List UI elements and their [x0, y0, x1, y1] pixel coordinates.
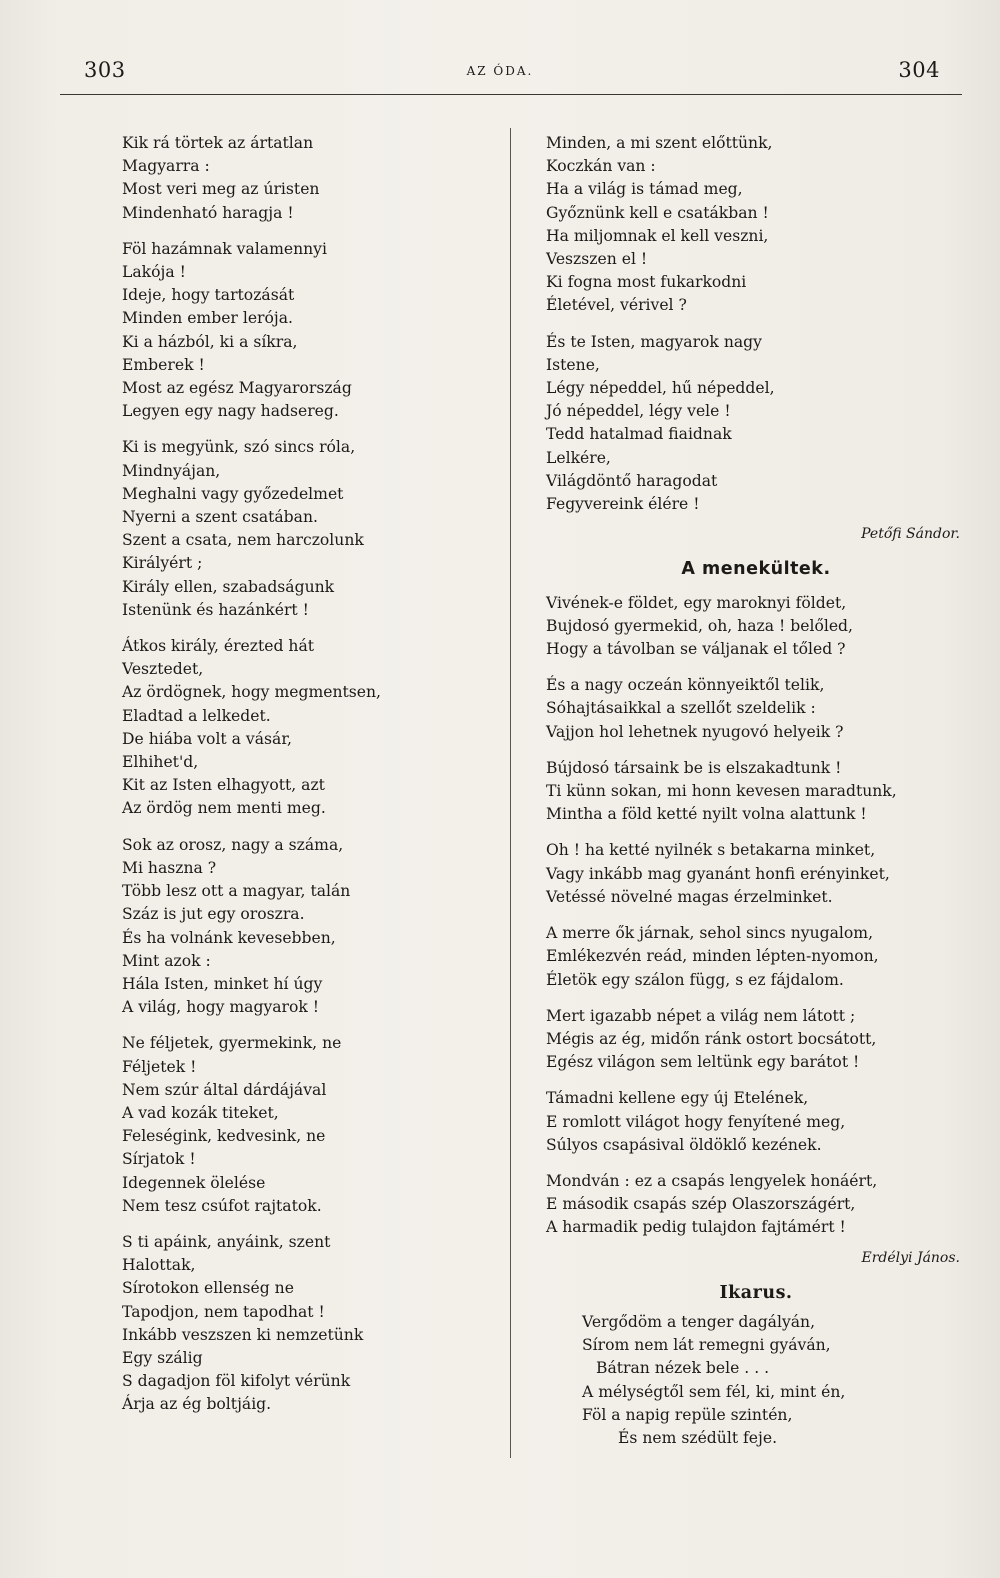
verse-line: Jó népeddel, légy vele ! — [546, 402, 731, 421]
right-column — [546, 132, 966, 1450]
poem-1-stanza — [546, 132, 966, 318]
verse-line: Világdöntő haragodat — [546, 471, 718, 490]
left-column — [122, 132, 502, 1430]
verse-line: Ki fogna most fukarkodni — [546, 273, 747, 292]
poem-2-title: A menekültek. — [681, 559, 831, 580]
poem-1-author: Petőfi Sándor. — [861, 526, 960, 543]
verse-line: Koczkán van : — [546, 157, 656, 176]
column-divider — [510, 128, 511, 1458]
poem-2-stanza — [546, 1170, 966, 1240]
verse-line: Halottak, — [122, 1256, 196, 1275]
verse-line: Legyen egy nagy hadsereg. — [122, 402, 339, 421]
left-stanza — [122, 834, 502, 1020]
poem-2-stanza — [546, 757, 966, 827]
poem-2-text — [546, 592, 966, 1240]
verse-line: Vajjon hol lehetnek nyugovó helyeik ? — [546, 722, 844, 741]
verse-line: E második csapás szép Olaszországért, — [546, 1195, 856, 1214]
verse-line: Az ördög nem menti meg. — [122, 799, 326, 818]
verse-line: Ne féljetek, gyermekink, ne — [122, 1034, 342, 1053]
verse-line: Nyerni a szent csatában. — [122, 508, 318, 527]
poem-2-stanza — [546, 839, 966, 909]
verse-line: Fegyvereink élére ! — [546, 495, 700, 514]
left-stanza — [122, 436, 502, 622]
poem-2-stanza — [546, 1087, 966, 1157]
verse-line: Mi haszna ? — [122, 858, 217, 877]
verse-line: Mégis az ég, midőn ránk ostort bocsátott, — [546, 1029, 877, 1048]
verse-line: Idegennek ölelése — [122, 1173, 266, 1192]
left-stanza — [122, 238, 502, 424]
verse-line: Veszszen el ! — [546, 250, 648, 269]
verse-line: És nem szédült feje. — [618, 1428, 778, 1447]
verse-line: A vad kozák titeket, — [122, 1103, 279, 1122]
verse-line: Tedd hatalmad fiaidnak — [546, 425, 732, 444]
page-number-right: 304 — [898, 58, 940, 82]
verse-line: Sírom nem lát remegni gyáván, — [582, 1336, 831, 1355]
verse-line: Ki is megyünk, szó sincs róla, — [122, 438, 356, 457]
verse-line: A harmadik pedig tulajdon fajtámért ! — [546, 1218, 846, 1237]
verse-line: Lakója ! — [122, 263, 186, 282]
verse-line: Több lesz ott a magyar, talán — [122, 882, 351, 901]
verse-line: Vesztedet, — [122, 660, 204, 679]
poem-2-stanza — [546, 592, 966, 662]
verse-line: És a nagy oczeán könnyeiktől telik, — [546, 676, 825, 695]
poem-2-stanza — [546, 922, 966, 992]
poem-3-text — [546, 1311, 966, 1450]
verse-line: Hála Isten, minket hí úgy — [122, 974, 323, 993]
left-stanza — [122, 132, 502, 225]
verse-line: Bujdosó gyermekid, oh, haza ! belőled, — [546, 616, 853, 635]
verse-line: A mélységtől sem fél, ki, mint én, — [582, 1382, 846, 1401]
verse-line: Az ördögnek, hogy megmentsen, — [122, 683, 381, 702]
poem-2-stanza — [546, 1005, 966, 1075]
verse-line: Királyért ; — [122, 554, 203, 573]
verse-line: Támadni kellene egy új Etelének, — [546, 1089, 809, 1108]
verse-line: Mintha a föld ketté nyilt volna alattunk ! — [546, 805, 867, 824]
verse-line: Mert igazabb népet a világ nem látott ; — [546, 1006, 856, 1025]
verse-line: Légy népeddel, hű népeddel, — [546, 379, 775, 398]
verse-line: Emlékezvén reád, minden lépten-nyomon, — [546, 947, 879, 966]
verse-line: Király ellen, szabadságunk — [122, 577, 335, 596]
poem-2-stanza — [546, 674, 966, 744]
verse-line: És ha volnánk kevesebben, — [122, 928, 336, 947]
verse-line: Vivének-e földet, egy maroknyi földet, — [546, 593, 847, 612]
verse-line: Istene, — [546, 355, 600, 374]
verse-line: Hogy a távolban se váljanak el tőled ? — [546, 640, 846, 659]
verse-line: Sírotokon ellenség ne — [122, 1279, 294, 1298]
verse-line: Sok az orosz, nagy a száma, — [122, 835, 344, 854]
verse-line: És te Isten, magyarok nagy — [546, 332, 762, 351]
verse-line: Ti künn sokan, mi honn kevesen maradtunk, — [546, 782, 897, 801]
verse-line: Oh ! ha ketté nyilnék s betakarna minket, — [546, 841, 876, 860]
verse-line: Eladtad a lelkedet. — [122, 706, 271, 725]
verse-line: Győznünk kell e csatákban ! — [546, 203, 769, 222]
verse-line: Mint azok : — [122, 951, 211, 970]
verse-line: Mindnyájan, — [122, 461, 221, 480]
verse-line: Súlyos csapásival öldöklő kezének. — [546, 1135, 822, 1154]
verse-line: Istenünk és hazánkért ! — [122, 600, 309, 619]
verse-line: Árja az ég boltjáig. — [122, 1395, 272, 1414]
verse-line: Sírjatok ! — [122, 1150, 196, 1169]
verse-line: Inkább veszszen ki nemzetünk — [122, 1325, 364, 1344]
verse-line: S ti apáink, anyáink, szent — [122, 1232, 331, 1251]
verse-line: Életök egy szálon függ, s ez fájdalom. — [546, 970, 844, 989]
verse-line: S dagadjon föl kifolyt vérünk — [122, 1372, 351, 1391]
verse-line: Bátran nézek bele . . . — [596, 1359, 770, 1378]
verse-line: Nem szúr által dárdájával — [122, 1080, 327, 1099]
poem-1-stanza — [546, 331, 966, 517]
verse-line: Egész világon sem leltünk egy barátot ! — [546, 1053, 860, 1072]
verse-line: Vergődöm a tenger dagályán, — [582, 1312, 816, 1331]
poem-2-author: Erdélyi János. — [861, 1249, 960, 1266]
verse-line: Ha a világ is támad meg, — [546, 180, 743, 199]
verse-line: Ideje, hogy tartozását — [122, 286, 295, 305]
verse-line: E romlott világot hogy fenyítené meg, — [546, 1112, 846, 1131]
verse-line: Kit az Isten elhagyott, azt — [122, 776, 325, 795]
poem-1-text — [546, 132, 966, 516]
verse-line: Tapodjon, nem tapodhat ! — [122, 1302, 325, 1321]
verse-line: Meghalni vagy győzedelmet — [122, 484, 344, 503]
verse-line: Minden, a mi szent előttünk, — [546, 134, 773, 152]
verse-line: Föl a napig repüle szintén, — [582, 1405, 793, 1424]
verse-line: Ha miljomnak el kell veszni, — [546, 226, 769, 245]
running-title: AZ ÓDA. — [466, 64, 534, 78]
verse-line: Vagy inkább mag gyanánt honfi erényinket, — [546, 864, 890, 883]
verse-line: Feleségink, kedvesink, ne — [122, 1127, 326, 1146]
header-rule — [60, 94, 962, 95]
verse-line: Féljetek ! — [122, 1057, 197, 1076]
verse-line: Mondván : ez a csapás lengyelek honáért, — [546, 1171, 878, 1190]
verse-line: Föl hazámnak valamennyi — [122, 239, 327, 258]
verse-line: Emberek ! — [122, 355, 205, 374]
verse-line: Egy szálig — [122, 1348, 203, 1367]
verse-line: A merre ők járnak, sehol sincs nyugalom, — [546, 924, 874, 943]
verse-line: Most veri meg az úristen — [122, 180, 320, 199]
verse-line: Száz is jut egy oroszra. — [122, 905, 305, 924]
poem-3-title: Ikarus. — [719, 1282, 793, 1303]
page-number-left: 303 — [84, 58, 126, 82]
verse-line: Mindenható haragja ! — [122, 203, 294, 222]
verse-line: Ki a házból, ki a síkra, — [122, 332, 298, 351]
verse-line: Szent a csata, nem harczolunk — [122, 531, 364, 550]
verse-line: Magyarra : — [122, 157, 210, 176]
left-stanza — [122, 635, 502, 821]
verse-line: A világ, hogy magyarok ! — [122, 998, 320, 1017]
left-stanza — [122, 1032, 502, 1218]
verse-line: Sóhajtásaikkal a szellőt szeldelik : — [546, 699, 816, 718]
verse-line: De hiába volt a vásár, — [122, 729, 293, 748]
verse-line: Minden ember lerója. — [122, 309, 293, 328]
verse-line: Most az egész Magyarország — [122, 379, 352, 398]
verse-line: Kik rá törtek az ártatlan — [122, 134, 314, 152]
verse-line: Lelkére, — [546, 448, 611, 467]
verse-line: Átkos király, érezted hát — [122, 637, 315, 656]
verse-line: Életével, vérivel ? — [546, 296, 687, 315]
left-stanza — [122, 1231, 502, 1417]
verse-line: Elhihet'd, — [122, 753, 199, 772]
verse-line: Nem tesz csúfot rajtatok. — [122, 1196, 322, 1215]
verse-line: Bújdosó társaink be is elszakadtunk ! — [546, 758, 842, 777]
verse-line: Vetéssé növelné magas érzelminket. — [546, 887, 833, 906]
